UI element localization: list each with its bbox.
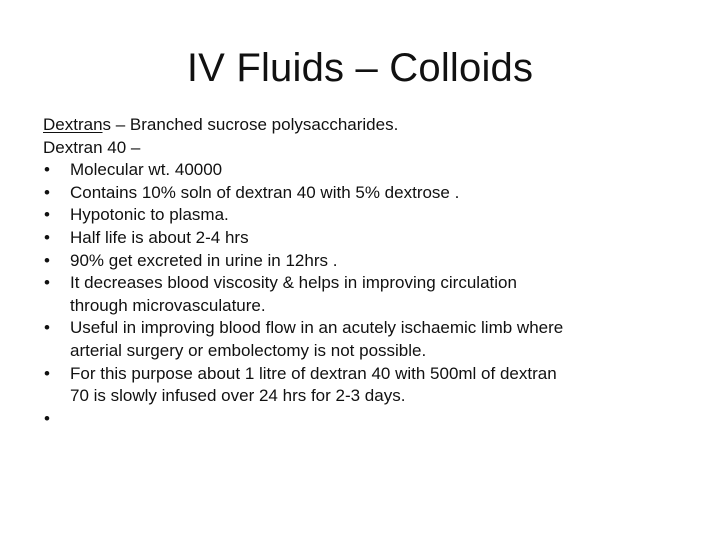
bullet-item: • Molecular wt. 40000 bbox=[43, 159, 683, 182]
bullet-list bbox=[43, 159, 683, 430]
bullet-item: • Half life is about 2-4 hrs bbox=[43, 227, 683, 250]
bullet-item-empty bbox=[43, 408, 683, 431]
intro-line bbox=[43, 114, 683, 137]
bullet-item: • Hypotonic to plasma. bbox=[43, 204, 683, 227]
bullet-item: • For this purpose about 1 litre of dextran 40 with 500ml of dextran 70 is slowly infused over 24 hrs for 2-3 days. bbox=[43, 363, 683, 408]
slide-title: IV Fluids – Colloids bbox=[186, 46, 534, 90]
slide-body bbox=[43, 114, 683, 430]
bullet-item: • Contains 10% soln of dextran 40 with 5% dextrose . bbox=[43, 182, 683, 205]
bullet-item: • 90% get excreted in urine in 12hrs . bbox=[43, 250, 683, 273]
intro-term-suffix: s – Branched sucrose polysaccharides. bbox=[102, 115, 399, 134]
intro-term-underlined: Dextran bbox=[43, 115, 103, 134]
bullet-item: • Useful in improving blood flow in an acutely ischaemic limb where arterial surgery or embolectomy is not possible. bbox=[43, 317, 683, 362]
subheading: Dextran 40 – bbox=[43, 137, 141, 157]
bullet-item: • It decreases blood viscosity & helps in improving circulation through microvasculature. bbox=[43, 272, 683, 317]
